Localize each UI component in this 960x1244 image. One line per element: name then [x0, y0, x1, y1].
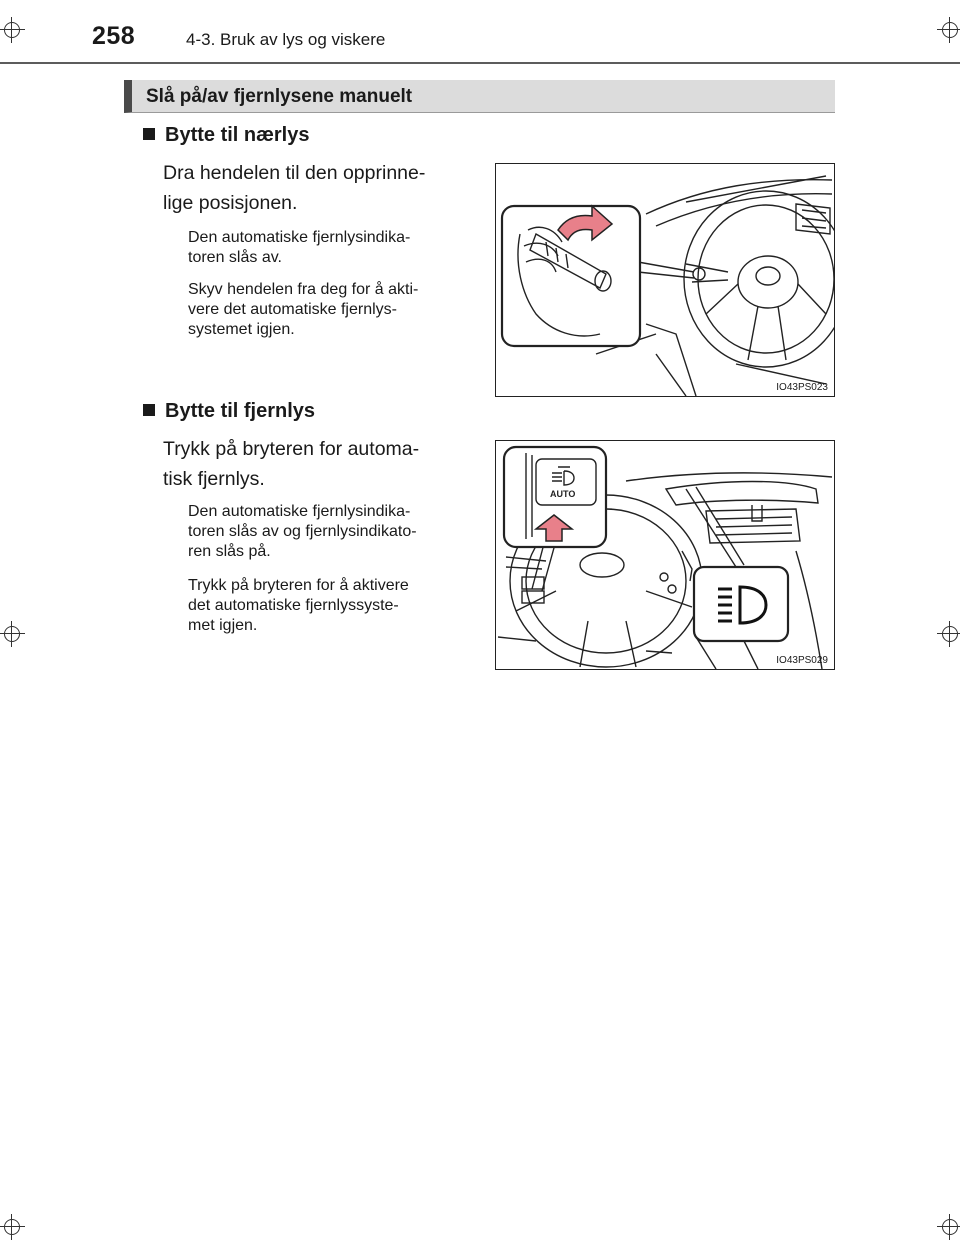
crop-mark-middle-right	[937, 621, 960, 647]
figure-code: IO43PS029	[776, 655, 828, 666]
figure-code: IO43PS023	[776, 382, 828, 393]
subheading-high-beam: Bytte til fjernlys	[143, 400, 315, 423]
note-high-beam-1: Den automatiske fjernlysindika- toren slås av og fjernlysindikato- ren slås på.	[188, 503, 417, 560]
note-high-beam-2: Trykk på bryteren for å aktivere det automatiske fjernlyssyste- met igjen.	[188, 577, 409, 634]
auto-switch-illustration	[496, 441, 834, 669]
crop-mark-bottom-right	[937, 1214, 960, 1240]
instruction-low-beam: Dra hendelen til den opprinne- lige posisjonen.	[163, 162, 426, 214]
header-rule	[0, 62, 960, 64]
auto-switch-label: AUTO	[550, 489, 576, 499]
figure-auto-switch	[495, 440, 835, 670]
lever-pull-illustration	[496, 164, 834, 396]
note-low-beam-1: Den automatiske fjernlysindika- toren slås av.	[188, 229, 411, 266]
crop-mark-top-left	[0, 17, 25, 43]
section-title-box	[124, 80, 835, 113]
subheading-low-beam: Bytte til nærlys	[143, 124, 309, 147]
page-number: 258	[92, 22, 136, 50]
crop-mark-bottom-left	[0, 1214, 25, 1240]
square-bullet-icon	[143, 404, 155, 416]
crop-mark-middle-left	[0, 621, 25, 647]
running-title: 4-3. Bruk av lys og viskere	[186, 30, 386, 49]
section-title: Slå på/av fjernlysene manuelt	[146, 86, 413, 107]
square-bullet-icon	[143, 128, 155, 140]
figure-lever-pull	[495, 163, 835, 397]
instruction-high-beam: Trykk på bryteren for automa- tisk fjernlys.	[163, 438, 420, 490]
note-low-beam-2: Skyv hendelen fra deg for å akti- vere det automatiske fjernlys- systemet igjen.	[188, 281, 419, 338]
crop-mark-top-right	[937, 17, 960, 43]
